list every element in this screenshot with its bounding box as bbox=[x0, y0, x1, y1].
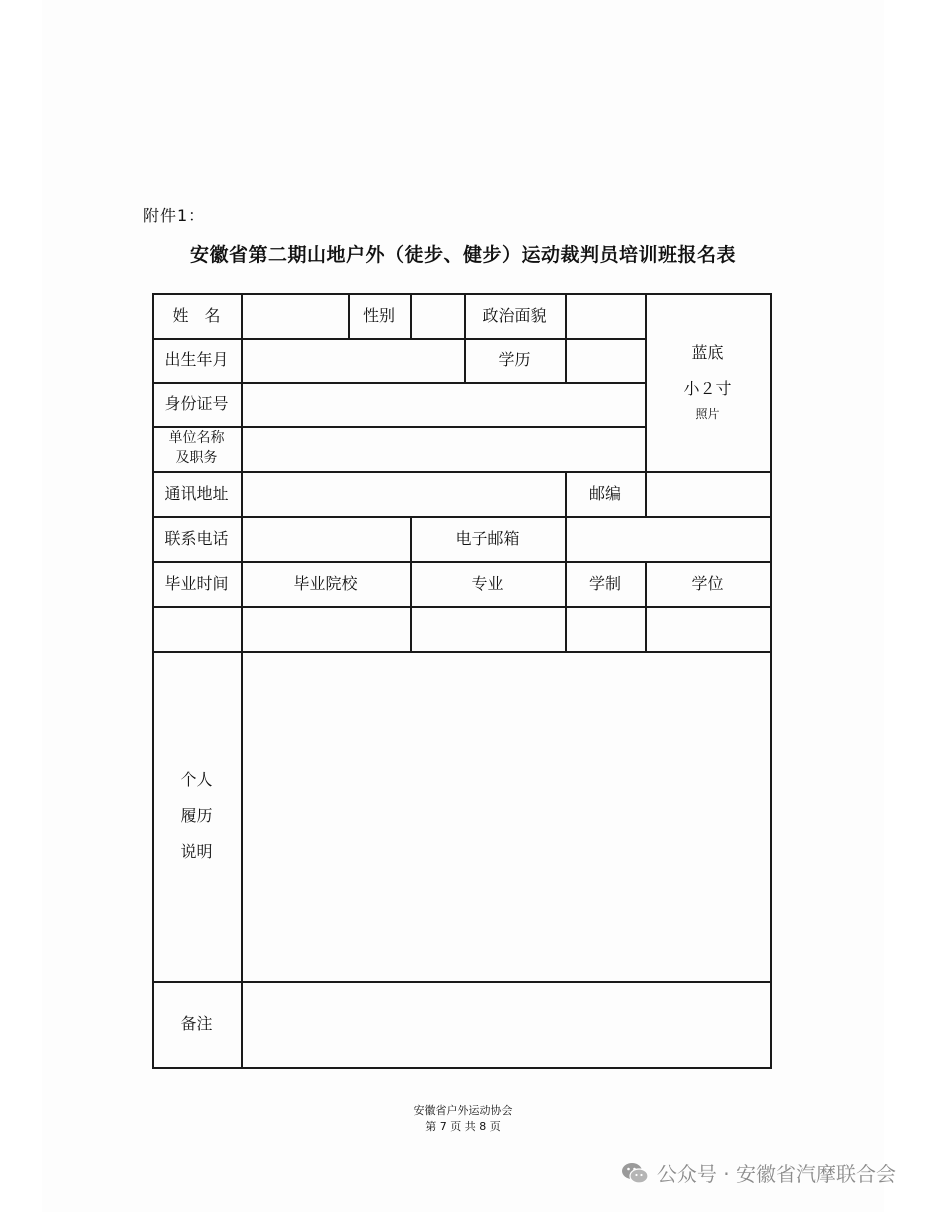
form-title: 安徽省第二期山地户外（徒步、健步）运动裁判员培训班报名表 bbox=[189, 244, 736, 266]
input-degree[interactable] bbox=[647, 608, 770, 651]
table-border-bottom bbox=[152, 1067, 772, 1069]
label-postcode: 邮编 bbox=[588, 483, 621, 503]
label-duration: 学制 bbox=[588, 573, 621, 593]
label-gender: 性别 bbox=[362, 305, 395, 325]
input-postcode[interactable] bbox=[647, 473, 770, 516]
label-resume-line2: 履历 bbox=[180, 806, 213, 825]
watermark-text: 公众号 · 安徽省汽摩联合会 bbox=[656, 1162, 896, 1186]
input-gender[interactable] bbox=[412, 295, 464, 338]
label-degree: 学位 bbox=[691, 573, 724, 593]
input-birth[interactable] bbox=[243, 340, 464, 382]
photo-box[interactable] bbox=[645, 293, 770, 471]
label-resume-line1: 个人 bbox=[180, 770, 213, 789]
input-resume[interactable] bbox=[243, 653, 770, 981]
input-phone[interactable] bbox=[243, 518, 410, 561]
input-major[interactable] bbox=[412, 608, 565, 651]
photo-label-line2: 小２寸 bbox=[683, 378, 732, 398]
label-remarks: 备注 bbox=[180, 1014, 213, 1033]
label-unit-line1: 单位名称 bbox=[168, 430, 225, 446]
label-birth: 出生年月 bbox=[164, 350, 229, 369]
registration-form-table bbox=[152, 293, 772, 1069]
input-grad-time[interactable] bbox=[154, 608, 241, 651]
label-id-number: 身份证号 bbox=[164, 394, 229, 413]
input-id-number[interactable] bbox=[243, 384, 645, 426]
label-political-status: 政治面貌 bbox=[482, 305, 547, 325]
table-border-right bbox=[770, 293, 772, 1069]
label-phone: 联系电话 bbox=[164, 528, 229, 548]
footer-page: 第 7 页 共 8 页 bbox=[425, 1120, 501, 1133]
input-school[interactable] bbox=[243, 608, 410, 651]
label-email: 电子邮箱 bbox=[455, 528, 520, 548]
label-unit bbox=[152, 426, 241, 471]
label-address: 通讯地址 bbox=[164, 483, 229, 503]
input-address[interactable] bbox=[243, 473, 565, 516]
input-remarks[interactable] bbox=[243, 983, 770, 1067]
input-name[interactable] bbox=[243, 295, 348, 338]
input-email[interactable] bbox=[567, 518, 770, 561]
label-unit-line2: 及职务 bbox=[175, 449, 218, 466]
watermark bbox=[621, 1158, 896, 1187]
label-name: 姓 名 bbox=[172, 305, 221, 325]
label-resume bbox=[152, 651, 241, 981]
label-grad-time: 毕业时间 bbox=[164, 573, 229, 593]
input-unit[interactable] bbox=[243, 428, 645, 471]
footer-org: 安徽省户外运动协会 bbox=[413, 1104, 513, 1117]
label-school: 毕业院校 bbox=[293, 573, 358, 593]
label-resume-line3: 说明 bbox=[180, 842, 213, 861]
label-major: 专业 bbox=[471, 573, 504, 593]
input-education[interactable] bbox=[567, 340, 645, 382]
photo-label-line1: 蓝底 bbox=[691, 342, 724, 362]
input-political-status[interactable] bbox=[567, 295, 645, 338]
wechat-icon bbox=[621, 1161, 649, 1185]
label-education: 学历 bbox=[498, 350, 531, 369]
photo-label-line3: 照片 bbox=[695, 406, 720, 421]
input-duration[interactable] bbox=[567, 608, 645, 651]
attachment-label: 附件1： bbox=[143, 206, 206, 225]
